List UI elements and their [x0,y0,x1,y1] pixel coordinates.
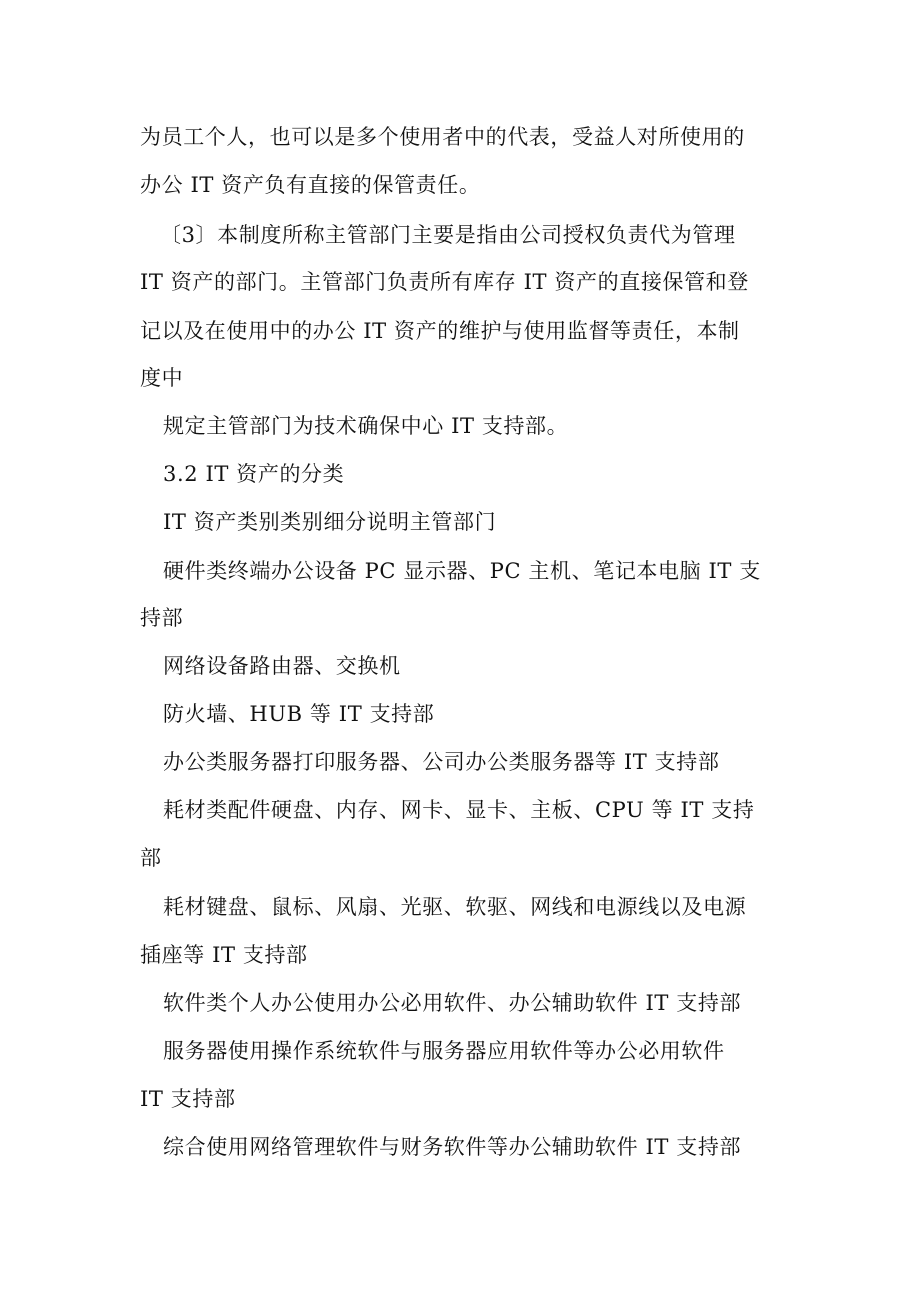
text-line: 防火墙、HUB 等 IT 支持部 [163,702,435,726]
text-line: 度中 [140,366,184,390]
text-line: 硬件类终端办公设备 PC 显示器、PC 主机、笔记本电脑 IT 支 [163,559,761,583]
text-line: 网络设备路由器、交换机 [163,654,401,678]
text-line: 插座等 IT 支持部 [140,943,308,967]
text-line: 软件类个人办公使用办公必用软件、办公辅助软件 IT 支持部 [163,991,742,1015]
section-heading: 3.2 IT 资产的分类 [163,462,345,486]
text-line: 为员工个人，也可以是多个使用者中的代表，受益人对所使用的 [140,125,745,149]
text-line: 耗材类配件硬盘、内存、网卡、显卡、主板、CPU 等 IT 支持 [163,798,755,822]
text-line: 综合使用网络管理软件与财务软件等办公辅助软件 IT 支持部 [163,1135,742,1159]
text-line: 持部 [140,606,184,630]
text-line: 办公 IT 资产负有直接的保管责任。 [140,173,481,197]
table-header-line: IT 资产类别类别细分说明主管部门 [163,510,497,534]
text-line: 耗材键盘、鼠标、风扇、光驱、软驱、网线和电源线以及电源 [163,895,747,919]
text-line: 办公类服务器打印服务器、公司办公类服务器等 IT 支持部 [163,750,720,774]
text-line: 记以及在使用中的办公 IT 资产的维护与使用监督等责任，本制 [140,319,740,343]
text-line: 〔3〕本制度所称主管部门主要是指由公司授权负责代为管理 [160,223,736,247]
text-line: 服务器使用操作系统软件与服务器应用软件等办公必用软件 [163,1039,725,1063]
text-line: IT 支持部 [140,1087,236,1111]
text-line: 部 [140,846,162,870]
text-line: IT 资产的部门。主管部门负责所有库存 IT 资产的直接保管和登 [140,270,749,294]
text-line: 规定主管部门为技术确保中心 IT 支持部。 [163,414,569,438]
